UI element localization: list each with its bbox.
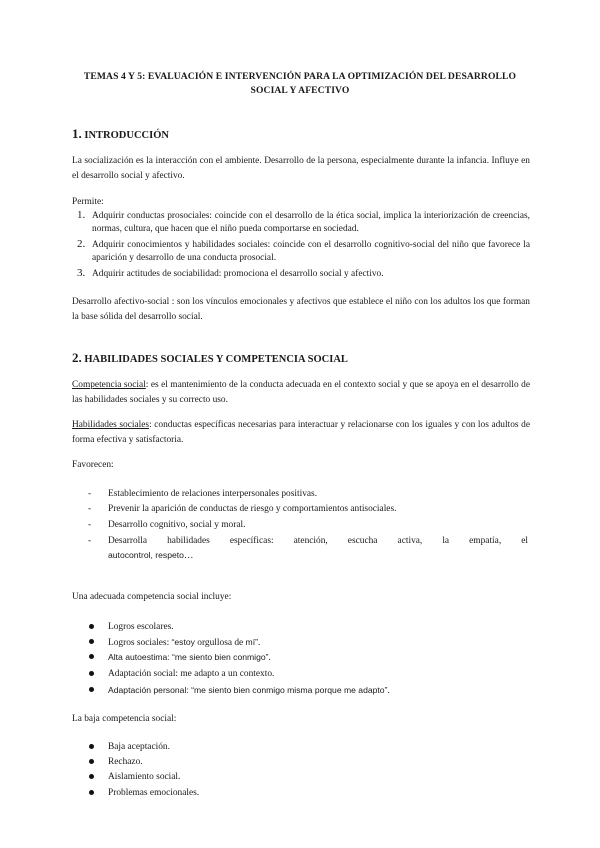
title-line-1: TEMAS 4 Y 5: EVALUACIÓN E INTERVENCIÓN PARA LA OPTIMIZACIÓN DEL DESARROLLO bbox=[83, 71, 517, 82]
bullet-marker bbox=[89, 774, 94, 779]
adecuada-item-5-text: Adaptación personal: “me siento bien conmigo misma porque me adapto” bbox=[108, 685, 388, 695]
bullet-marker bbox=[89, 624, 94, 629]
habilidades-sociales-definition: : conductas específicas necesarias para interactuar y relacionarse con los iguales y con los adultos de forma efectiva y satisfactoria. bbox=[72, 420, 530, 445]
section-1-title: INTRODUCCIÓN bbox=[84, 130, 169, 141]
dash-marker: - bbox=[88, 520, 92, 530]
favorecen-item-1-text: Establecimiento de relaciones interpersonales positivas. bbox=[108, 489, 318, 499]
adecuada-item-2-text-c: orgullosa de bbox=[194, 638, 246, 648]
numbered-item-3 bbox=[77, 267, 530, 281]
numbered-item-3-text: Adquirir actitudes de sociabilidad: promociona el desarrollo social y afectivo. bbox=[92, 269, 384, 279]
numbered-item-1-text: Adquirir conductas prosociales: coincide con el desarrollo de la ética social, implica la interiorización de creencias, normas, cultura, que hacen que el niño pueda comportarse en sociedad. bbox=[92, 211, 530, 234]
bullet-marker bbox=[89, 744, 94, 749]
competencia-social-definition: : es el mantenimiento de la conducta adecuada en el contexto social y que se apoya en el desarrollo de las habilidades sociales y su correcto uso. bbox=[72, 380, 530, 405]
baja-item-3 bbox=[108, 770, 528, 784]
baja-item-4-text: Problemas emocionales. bbox=[108, 788, 200, 798]
dash-marker: - bbox=[88, 504, 92, 514]
adecuada-competencia-label: Una adecuada competencia social incluye: bbox=[72, 592, 232, 602]
numbered-item-2-marker: 2. bbox=[77, 238, 86, 250]
adecuada-item-1-text: Logros escolares. bbox=[108, 622, 174, 632]
adecuada-item-1 bbox=[108, 620, 528, 634]
favorecen-item-4-line-1: Desarrolla habilidades específicas: atención, escucha activa, la empatía, el bbox=[108, 536, 528, 546]
bullet-marker bbox=[89, 654, 94, 659]
adecuada-item-4 bbox=[108, 667, 528, 681]
section-2-number: 2. bbox=[72, 350, 82, 365]
bullet-marker bbox=[89, 790, 94, 795]
habilidades-sociales-paragraph bbox=[72, 418, 530, 448]
adecuada-item-2-text-d: mí” bbox=[245, 637, 258, 647]
permite-label: Permite: bbox=[72, 197, 104, 207]
baja-item-1-text: Baja aceptación. bbox=[108, 742, 170, 752]
favorecen-item-3-text: Desarrollo cognitivo, social y moral. bbox=[108, 520, 246, 530]
numbered-item-2-text: Adquirir conocimientos y habilidades sociales: coincide con el desarrollo cognitivo-social del niño que favorece la aparición y desarrollo de una conducta prosocial. bbox=[92, 240, 530, 263]
dash-marker: - bbox=[88, 489, 92, 499]
adecuada-item-5 bbox=[108, 683, 528, 698]
baja-item-3-text: Aislamiento social. bbox=[108, 772, 181, 782]
section-2-title: HABILIDADES SOCIALES Y COMPETENCIA SOCIAL bbox=[84, 354, 348, 365]
document-title bbox=[60, 70, 540, 98]
adecuada-item-4-text: Adaptación social: me adapto a un contexto. bbox=[108, 669, 275, 679]
favorecen-item-4-line-2 bbox=[108, 548, 528, 563]
numbered-item-1 bbox=[77, 209, 530, 236]
adecuada-item-3 bbox=[108, 650, 528, 665]
adecuada-item-2-text-a: Logros sociales: bbox=[108, 638, 172, 648]
baja-item-4 bbox=[108, 786, 528, 800]
favorecen-label: Favorecen: bbox=[72, 460, 114, 470]
intro-paragraph: La socialización es la interacción con el ambiente. Desarrollo de la persona, especialmente durante la infancia. Influye en el desarrollo social y afectivo. bbox=[72, 156, 530, 181]
baja-item-2 bbox=[108, 755, 528, 769]
competencia-social-term: Competencia social bbox=[72, 380, 146, 390]
adecuada-item-3-end: . bbox=[268, 653, 271, 663]
adecuada-item-2 bbox=[108, 635, 528, 650]
section-2-heading bbox=[72, 350, 348, 366]
favorecen-item-1 bbox=[88, 487, 528, 501]
bullet-marker bbox=[89, 759, 94, 764]
adecuada-item-2-text-e: . bbox=[257, 638, 261, 648]
adecuada-item-5-end: . bbox=[387, 686, 390, 696]
adecuada-item-2-text-b: “estoy bbox=[171, 637, 195, 647]
numbered-item-3-marker: 3. bbox=[77, 267, 86, 279]
bullet-marker bbox=[89, 687, 94, 692]
baja-item-2-text: Rechazo. bbox=[108, 757, 143, 767]
dash-marker: - bbox=[88, 536, 92, 546]
favorecen-item-3 bbox=[88, 518, 528, 532]
favorecen-item-4-emphasis: autocontrol, respeto bbox=[108, 550, 184, 560]
section-1-heading bbox=[72, 126, 169, 142]
numbered-item-2 bbox=[77, 238, 530, 265]
section-1-number: 1. bbox=[72, 126, 82, 141]
favorecen-item-2 bbox=[88, 502, 528, 516]
competencia-social-paragraph bbox=[72, 378, 530, 408]
title-line-2: SOCIAL Y AFECTIVO bbox=[250, 85, 350, 96]
numbered-item-1-marker: 1. bbox=[77, 209, 86, 221]
afectivo-social-paragraph: Desarrollo afectivo-social : son los vínculos emocionales y afectivos que establece el niño con los adultos los que forman la base sólida del desarrollo social. bbox=[72, 297, 530, 322]
favorecen-item-4 bbox=[88, 534, 528, 563]
baja-item-1 bbox=[108, 740, 528, 754]
habilidades-sociales-term: Habilidades sociales bbox=[72, 420, 150, 430]
adecuada-item-3-text: Alta autoestima: “me siento bien conmigo” bbox=[108, 652, 269, 662]
favorecen-item-2-text: Prevenir la aparición de conductas de riesgo y comportamientos antisociales. bbox=[108, 504, 397, 514]
baja-competencia-label: La baja competencia social: bbox=[72, 714, 177, 724]
favorecen-item-4-ellipsis: … bbox=[183, 551, 194, 561]
bullet-marker bbox=[89, 639, 94, 644]
bullet-marker bbox=[89, 671, 94, 676]
